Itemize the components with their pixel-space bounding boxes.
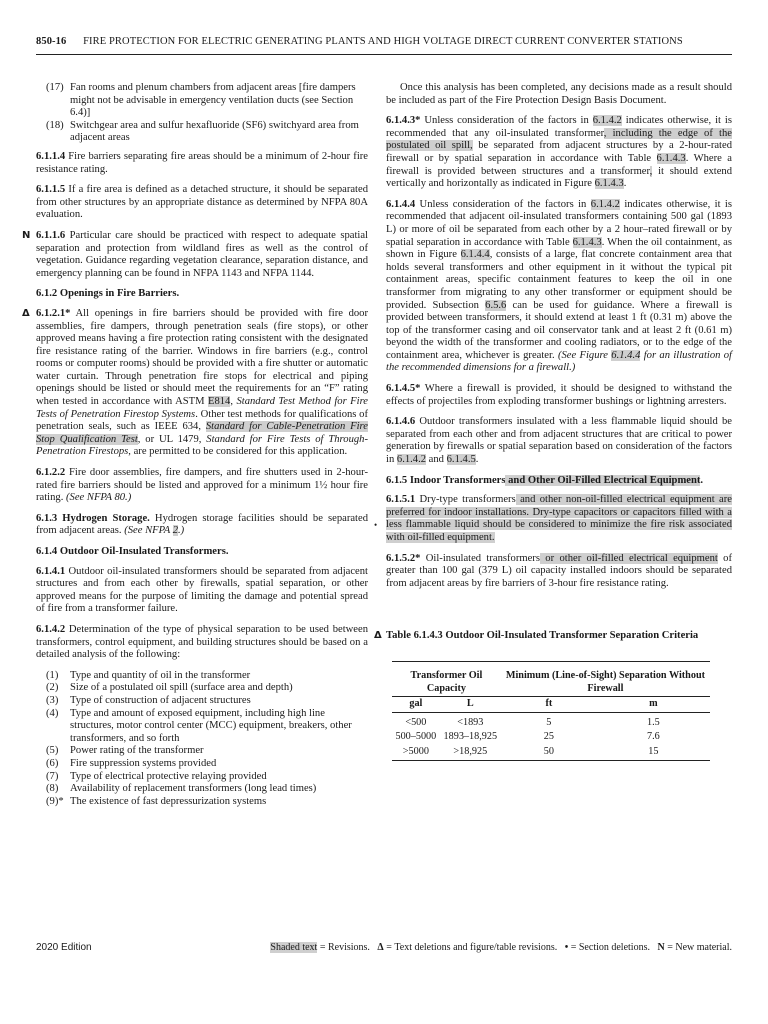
separation-list [36,82,368,145]
paragraph-6-1-4-1: 6.1.4.1 Outdoor oil-insulated transformers should be separated from adjacent structures and from each other by firewalls, spatial separation, or other approved means for the purpose of limiting the damage and potential spread of fire from a transformer failure. [36,565,368,615]
column-header: Transformer Oil Capacity [392,661,501,696]
list-item: (9)* The existence of fast depressurization systems [46,795,267,807]
list-item: (5) Power rating of the transformer [46,745,204,757]
paragraph-6-1-4-2: 6.1.4.2 Determination of the type of physical separation to be used between transformers, control equipment, and building structures should be based on a detailed analysis of the following: [36,623,368,661]
list-item: (17) Fan rooms and plenum chambers from adjacent areas [fire dampers might not be advisable in emergency ventilation ducts (see Section 6.4)] [46,82,356,119]
page-footer [36,942,732,958]
paragraph-6-1-1-5: 6.1.1.5 If a fire area is defined as a detached structure, it should be separated from other structures by an appropriate distance as determined by NFPA 80A evaluation. [36,184,368,221]
table-cell: 25 [543,731,554,743]
heading-6-1-4: 6.1.4 Outdoor Oil-Insulated Transformers. [36,546,229,557]
list-item: (1) Type and quantity of oil in the transformer [46,669,251,681]
section-deletion-bullet: • [374,520,378,530]
revision-delta-marker: Δ [22,307,30,319]
left-column [22,82,368,814]
revision-delta-marker: Δ [374,630,382,642]
new-material-marker: N [22,229,31,241]
table-cell: 500–5000 [395,731,437,743]
table-cell: 50 [543,745,554,757]
table-cell: <1893 [457,716,484,728]
paragraph-6-1-5-1: 6.1.5.1 Dry-type transformers and other non-oil-filled electrical equipment are preferred for indoor installations. Dry-type capacitors or capacitors filled with a less flammable liquid should be considered to minimize the fire risk associated with oil-filled equipment. [386,494,732,543]
paragraph-6-1-4-4: 6.1.4.4 Unless consideration of the factors in 6.1.4.2 indicates otherwise, it is recommended that adjacent oil-insulated transformers containing 500 gal (1893 L) or more of oil be separated from each other by a 2 hour–rated firewall or by spatial separation in accordance with Table 6.1.4.3. When the oil containment, as shown in Figure 6.1.4.4, consists of a large, flat concrete containment area that holds several transformers and other equipment in it without the typical pit containment areas, specific containment features to keep the oil in one transformer from migrating to any other transformer or equipment should be provided. Subsection 6.5.6 can be used for guidance. Where a firewall is provided between transformers, it should extend at least 1 ft (0.31 m) above the top of the transformer casing and oil conservator tank and at least 2 ft (0.61 m) beyond the width of the transformer and cooling radiators, or to the edge of the containment area, whichever is greater. (See Figure 6.1.4.4 for an illustration of the recommended dimensions for a firewall.) [386,198,732,374]
paragraph-6-1-2-1: Δ 6.1.2.1* All openings in fire barriers should be provided with fire door assemblies, fire dampers, through penetration seals (fire stops), or other approved means having a fire protection rating consistent with the designated fire resistance rating of the barrier. Windows in fire barriers (e.g., control rooms or computer rooms) should be provided with a fire shutter or automatic water curtain. Through penetration fire stops for electrical and piping openings should be listed or should meet the requirements for an “F” rating when tested in accordance with ASTM E814, Standard Test Method for Fire Tests of Penetration Firestop Systems. Other test methods for qualifications of penetration seals, such as IEEE 634, Standard for Cable-Penetration Fire Stop Qualification Test, or UL 1479, Standard for Fire Tests of Through-Penetration Firestops, are permitted to be considered for this application. [22,307,368,458]
right-column [374,82,733,761]
paragraph-6-1-4-5: 6.1.4.5* Where a firewall is provided, it should be designed to withstand the effects of projectiles from exploding transformer bushings or lightning arresters. [386,383,732,407]
table-title: Δ Table 6.1.4.3 Outdoor Oil-Insulated Transformer Separation Criteria [374,630,699,642]
table-cell: 7.6 [647,731,660,743]
revision-legend: Shaded text = Revisions. Δ = Text deletions and figure/table revisions. • = Section deletions. N = New material. [270,942,732,953]
table-subheader-row [392,697,710,713]
paragraph-6-1-4-6: 6.1.4.6 Outdoor transformers insulated with a less flammable liquid should be separated from each other and from adjacent structures that are critical to power generation by firewalls or spatial separation based on consideration of the factors in 6.1.4.2 and 6.1.4.5. [386,416,732,466]
header-title: FIRE PROTECTION FOR ELECTRIC GENERATING PLANTS AND HIGH VOLTAGE DIRECT CURRENT CONVERTER STATIONS [83,36,683,47]
table-cell: 1893–18,925 [443,731,498,743]
new-material-icon: N [657,942,665,953]
heading-6-1-5: 6.1.5 Indoor Transformers and Other Oil-Filled Electrical Equipment. [386,474,704,486]
edition-label: 2020 Edition [36,942,92,953]
table-row [392,730,710,745]
list-item: (4) Type and amount of exposed equipment, including high line structures, motor control center (MCC) equipment, breakers, other transformers, and so forth [46,707,352,744]
paragraph-6-1-2-2: 6.1.2.2 Fire door assemblies, fire dampers, and fire shutters used in 2-hour-rated fire barriers should be listed and approved for a minimum 1½ hour fire rating. (See NFPA 80.) [36,467,368,504]
paragraph-6-1-3: 6.1.3 Hydrogen Storage. Hydrogen storage facilities should be separated from adjacent areas. (See NFPA 2.) [36,512,368,537]
column-header: L [440,697,501,713]
list-item: (6) Fire suppression systems provided [46,757,217,769]
analysis-factors-list [36,670,368,809]
paragraph-6-1-1-6: N 6.1.1.6 Particular care should be practiced with respect to adequate spatial separation and protection from wildland fires as well as the control of vegetation. Guidance regarding vegetation clearance, separation distance, and emergency planning can be found in NFPA 1143 and NFPA 1144. [22,229,368,279]
paragraph-6-1-1-4: 6.1.1.4 Fire barriers separating fire areas should be a minimum of 2-hour fire resistance rating. [36,150,368,175]
column-header: gal [392,697,440,713]
table-row [392,712,710,730]
paragraph-intro: Once this analysis has been completed, any decisions made as a result should be included as part of the Fire Protection Design Basis Document. [386,82,732,106]
list-item: (18) Switchgear area and sulfur hexafluoride (SF6) switchyard area from adjacent areas [46,119,359,144]
table-cell: 5 [546,716,552,728]
paragraph-6-1-4-3: 6.1.4.3* Unless consideration of the factors in 6.1.4.2 indicates otherwise, it is recommended that any oil-insulated transformer, including the edge of the postulated oil spill, be separated from adjacent structures by a 2-hour-rated firewall or by spatial separation in accordance with Table 6.1.4.3. Where a firewall is provided between structures and a transformer, it should extend vertically and horizontally as indicated in Figure 6.1.4.3. [386,115,733,190]
table-cell: 1.5 [647,716,660,728]
table-cell: 15 [648,745,659,757]
list-item: (3) Type of construction of adjacent structures [46,694,251,706]
table-cell: <500 [405,716,427,728]
delta-icon: Δ [377,942,384,953]
column-header: m [597,697,710,713]
paragraph-6-1-5-2: 6.1.5.2* Oil-insulated transformers or other oil-filled electrical equipment of greater than 100 gal (379 L) oil capacity installed indoors should be separated from adjacent areas by fire barriers of 3-hour fire resistance rating. [386,552,732,589]
bullet-icon: • [564,942,569,953]
list-item: (8) Availability of replacement transformers (long lead times) [46,783,317,795]
page-number: 850-16 [36,36,67,47]
heading-6-1-2: 6.1.2 Openings in Fire Barriers. [36,288,180,300]
table-row [392,745,710,760]
column-header: ft [501,697,597,713]
table-header-row [392,661,710,696]
table-cell: >5000 [402,745,429,757]
column-header: Minimum (Line-of-Sight) Separation Without Firewall [501,661,710,696]
list-item: (2) Size of a postulated oil spill (surface area and depth) [46,682,293,694]
separation-table [392,661,710,761]
list-item: (7) Type of electrical protective relaying provided [46,770,267,782]
running-header [36,36,732,55]
table-cell: >18,925 [453,745,488,757]
